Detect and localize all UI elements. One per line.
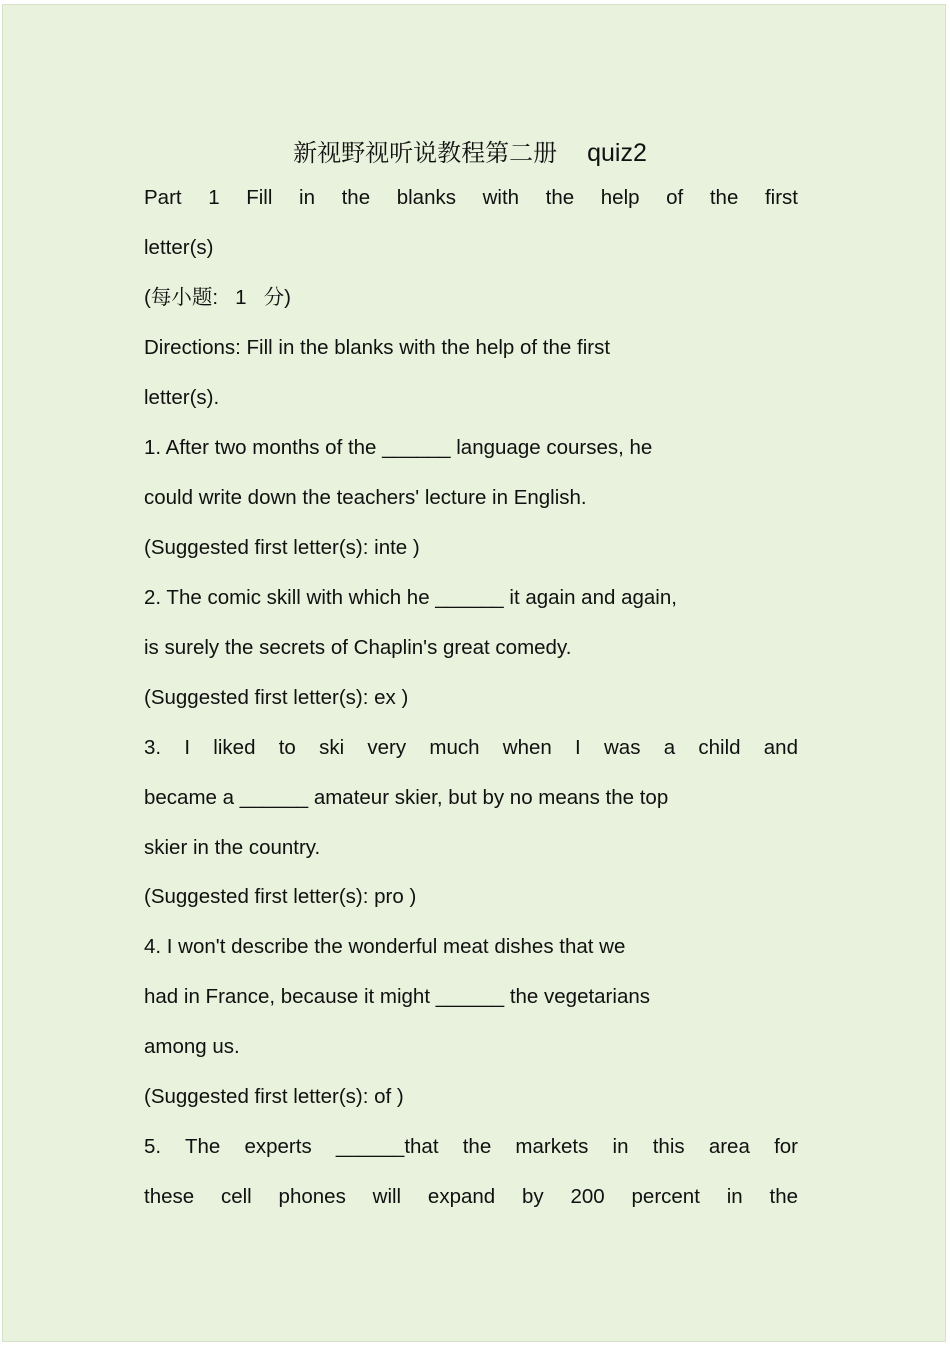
document-page [2,4,946,1342]
text-line: letter(s) [144,236,214,259]
text-line: these cell phones will expand by 200 percent in the [144,1185,798,1208]
text-line: became a ______ amateur skier, but by no means the top [144,786,669,809]
text-line: Directions: Fill in the blanks with the help of the first [144,336,611,359]
text-line: 1. After two months of the ______ language courses, he [144,436,653,459]
text-line: (Suggested first letter(s): inte ) [144,536,420,559]
text-line: 4. I won't describe the wonderful meat dishes that we [144,935,626,958]
text-line: had in France, because it might ______ the vegetarians [144,985,650,1008]
document-title [3,133,937,168]
text-line: 2. The comic skill with which he ______ it again and again, [144,586,677,609]
text-line: 5. The experts ______that the markets in this area for [144,1135,798,1158]
text-line: 3. I liked to ski very much when I was a child and [144,736,798,759]
text-line: (每小题: 1 分) [144,286,291,309]
title-chinese: 新视野视听说教程第二册 [293,139,558,167]
text-line: among us. [144,1035,240,1058]
text-line: (Suggested first letter(s): ex ) [144,686,409,709]
text-line: could write down the teachers' lecture in English. [144,486,587,509]
text-line: Part 1 Fill in the blanks with the help of the first [144,186,798,209]
text-line: skier in the country. [144,836,321,859]
text-line: (Suggested first letter(s): of ) [144,1085,404,1108]
text-line: (Suggested first letter(s): pro ) [144,885,417,908]
title-latin: quiz2 [587,139,647,167]
text-line: letter(s). [144,386,220,409]
text-line: is surely the secrets of Chaplin's great comedy. [144,636,572,659]
